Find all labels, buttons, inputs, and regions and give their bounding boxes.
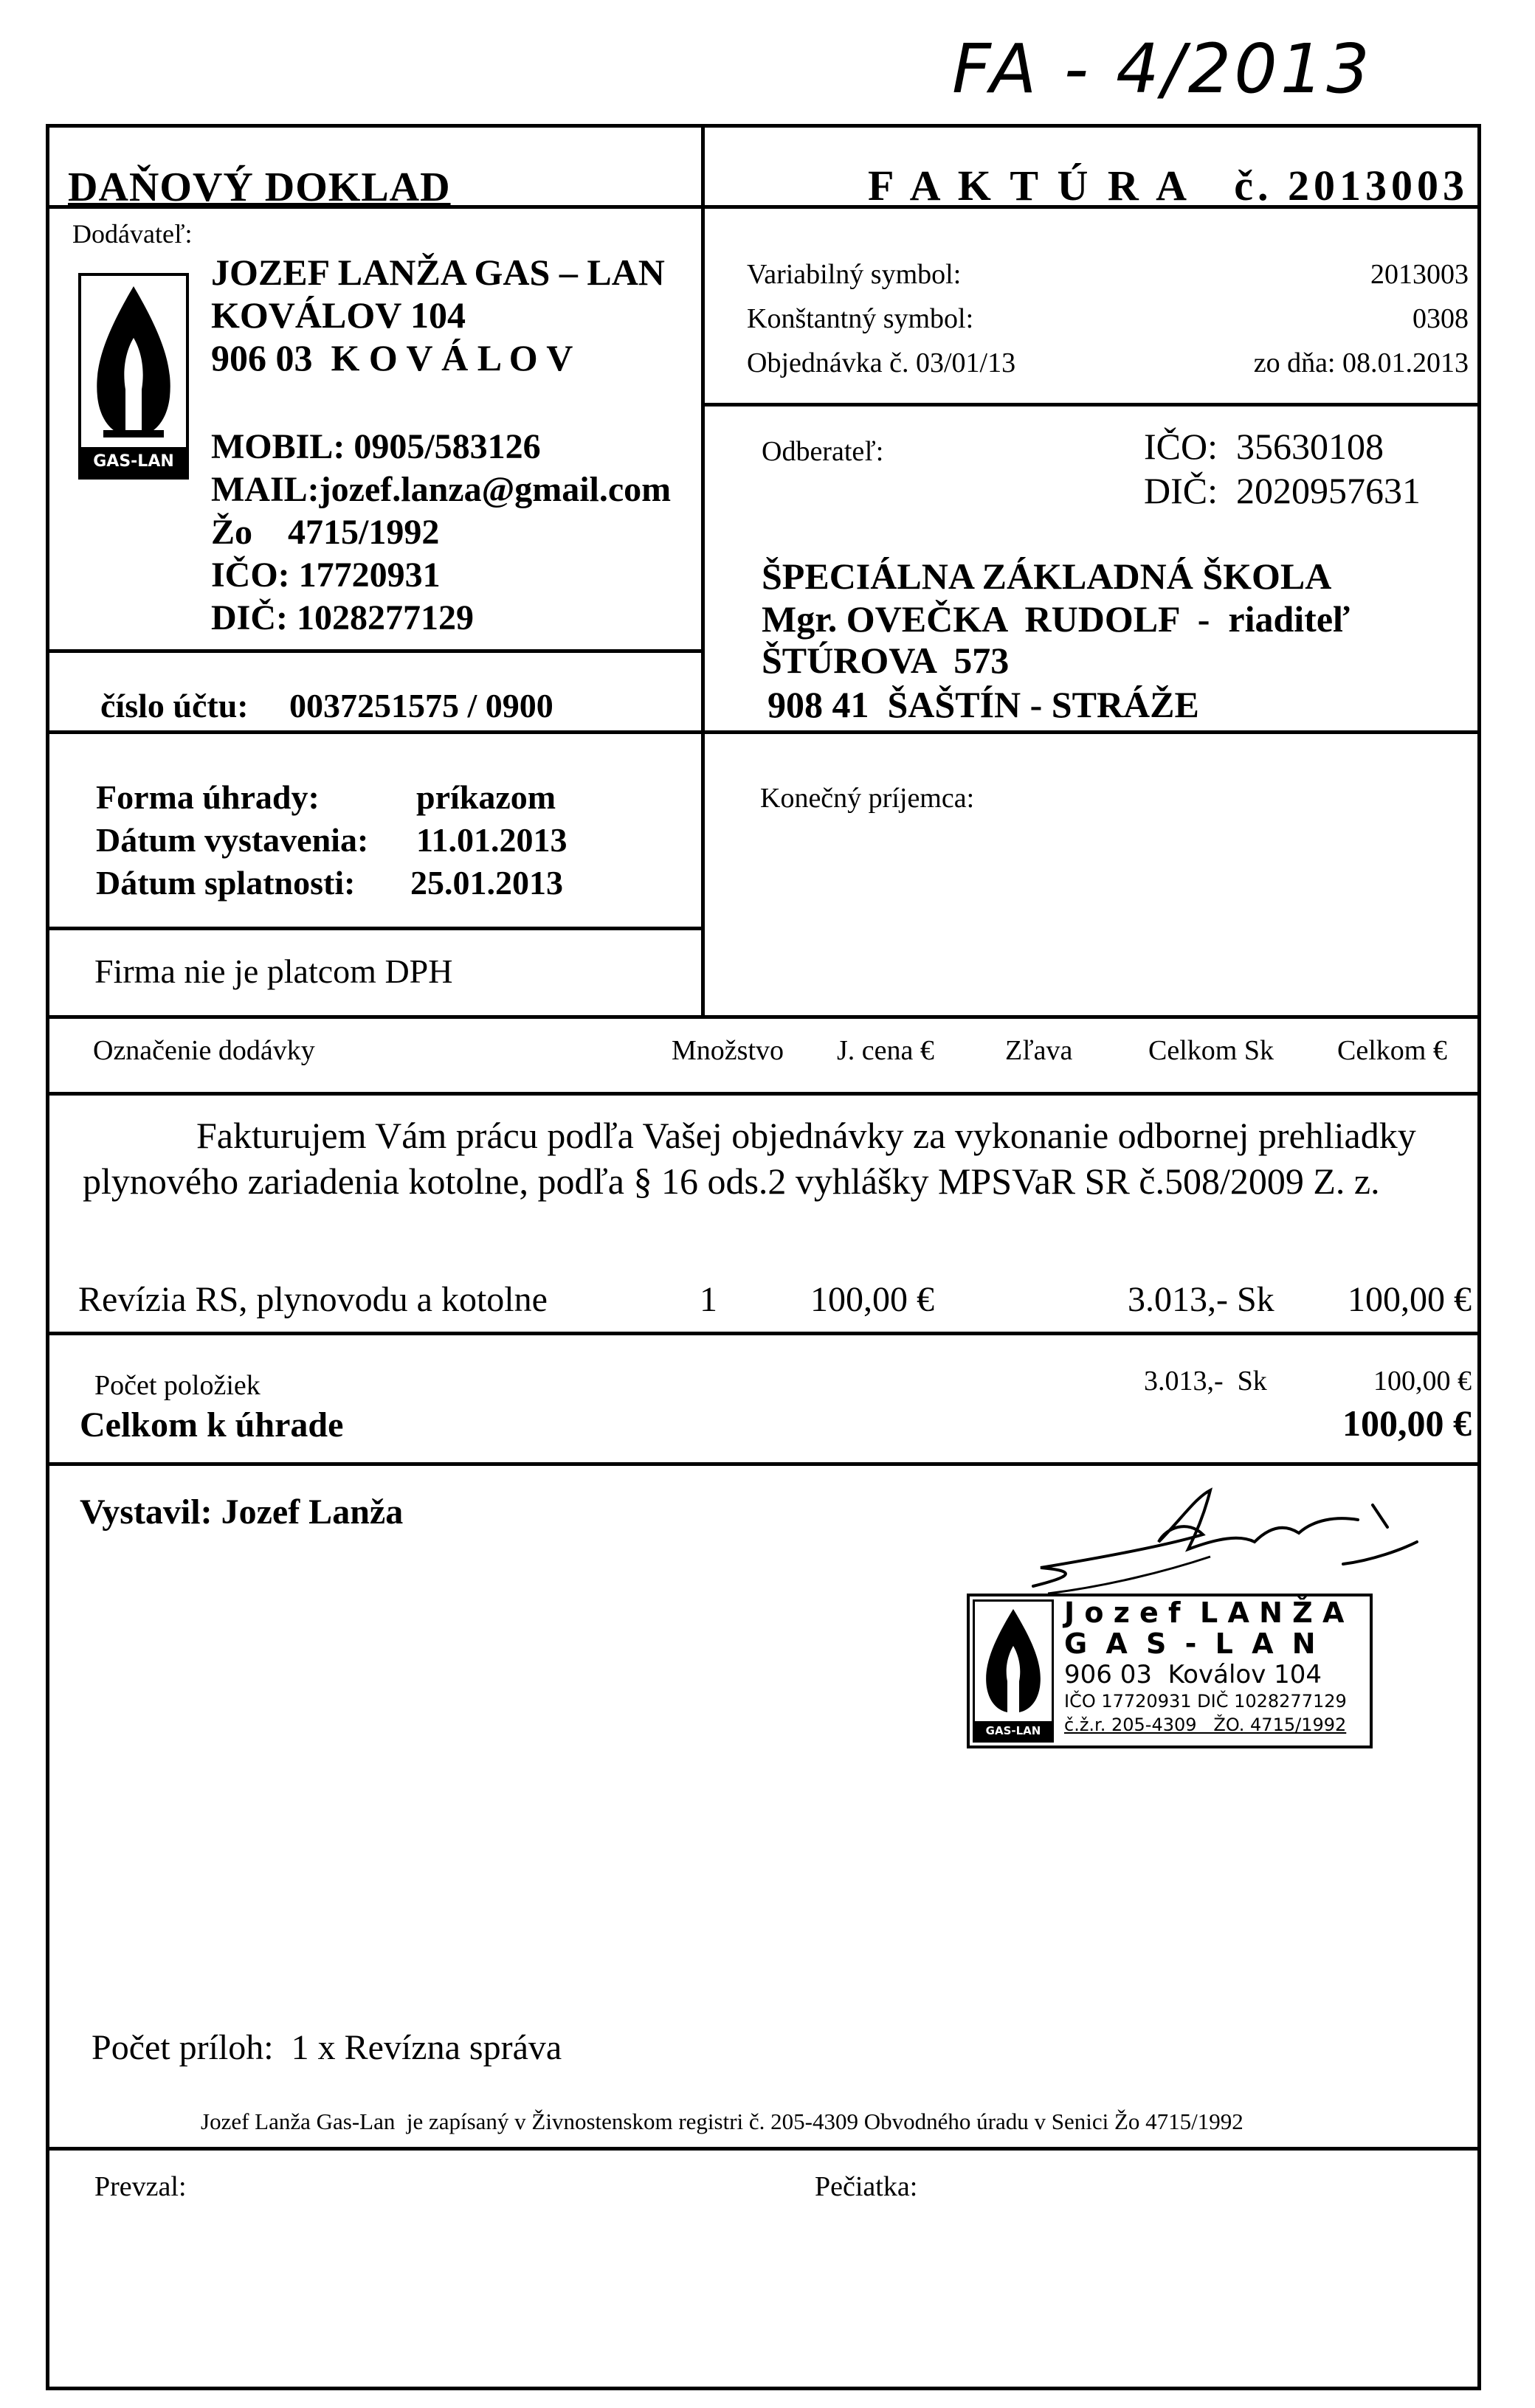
work-description-line1: Fakturujem Vám prácu podľa Vašej objednávky za vykonanie odbornej prehliadky [196, 1115, 1416, 1156]
grand-total-value: 100,00 € [1342, 1402, 1472, 1444]
order-number: Objednávka č. 03/01/13 [747, 347, 1016, 378]
divider [46, 927, 703, 930]
constant-symbol-value: 0308 [1412, 303, 1469, 334]
stamp-line4: IČO 17720931 DIČ 1028277129 [1064, 1691, 1347, 1712]
supplier-logo [78, 273, 189, 480]
final-recipient-label: Konečný príjemca: [760, 783, 975, 814]
col-header-unit-price: J. cena € [837, 1035, 934, 1066]
logo-label: GAS-LAN [81, 447, 186, 477]
supplier-zo: Žo 4715/1992 [211, 513, 440, 552]
customer-label: Odberateľ: [762, 436, 884, 467]
item-name: Revízia RS, plynovodu a kotolne [78, 1280, 548, 1319]
constant-symbol-label: Konštantný symbol: [747, 303, 974, 334]
issue-date-label: Dátum vystavenia: [96, 821, 369, 859]
company-stamp [967, 1594, 1373, 1748]
received-by-label: Prevzal: [94, 2171, 187, 2202]
customer-street: ŠTÚROVA 573 [762, 640, 1010, 681]
col-header-total-eur: Celkom € [1337, 1035, 1447, 1066]
order-date: zo dňa: 08.01.2013 [1253, 347, 1469, 378]
invoice-title: F A K T Ú R A č. 2013003 [868, 162, 1469, 210]
work-description-line2: plynového zariadenia kotolne, podľa § 16 ods.2 vyhlášky MPSVaR SR č.508/2009 Z. z. [83, 1160, 1380, 1202]
stamp-logo [973, 1599, 1054, 1743]
vat-note: Firma nie je platcom DPH [94, 952, 453, 990]
col-header-quantity: Množstvo [672, 1035, 784, 1066]
divider [46, 2147, 1481, 2151]
supplier-mail: MAIL:jozef.lanza@gmail.com [211, 470, 672, 509]
customer-ico: IČO: 35630108 [1144, 426, 1384, 467]
supplier-street: KOVÁLOV 104 [211, 294, 466, 336]
item-unit-price: 100,00 € [810, 1280, 934, 1319]
issued-by: Vystavil: Jozef Lanža [80, 1492, 404, 1532]
item-total-eur: 100,00 € [1348, 1280, 1472, 1319]
divider [46, 1462, 1481, 1466]
supplier-name: JOZEF LANŽA GAS – LAN [211, 252, 665, 293]
variable-symbol-label: Variabilný symbol: [747, 259, 962, 290]
grand-total-label: Celkom k úhrade [80, 1405, 344, 1445]
item-quantity: 1 [700, 1280, 717, 1319]
stamp-line1: J o z e f L A N Ž A [1064, 1596, 1345, 1629]
payment-form-value: príkazom [416, 778, 556, 816]
col-header-description: Označenie dodávky [93, 1035, 315, 1066]
supplier-ico: IČO: 17720931 [211, 556, 441, 595]
col-header-discount: Zľava [1005, 1035, 1073, 1066]
flame-icon [81, 279, 186, 441]
item-count-label: Počet položiek [94, 1370, 261, 1401]
divider-vertical-top [701, 124, 705, 1018]
divider [46, 1015, 1481, 1019]
divider [46, 730, 1481, 734]
customer-city: 908 41 ŠAŠTÍN - STRÁŽE [768, 684, 1199, 725]
issue-date-value: 11.01.2013 [416, 821, 568, 859]
account-label: číslo účtu: [100, 687, 249, 724]
sum-eur: 100,00 € [1373, 1366, 1472, 1397]
stamp-logo-label: GAS-LAN [975, 1721, 1052, 1740]
supplier-city: 906 03 K O V Á L O V [211, 337, 573, 378]
flame-icon [975, 1605, 1052, 1715]
stamp-line5: č.ž.r. 205-4309 ŽO. 4715/1992 [1064, 1715, 1347, 1735]
customer-name: ŠPECIÁLNA ZÁKLADNÁ ŠKOLA [762, 556, 1332, 597]
supplier-mobile: MOBIL: 0905/583126 [211, 427, 541, 466]
stamp-line2: G A S - L A N [1064, 1627, 1320, 1660]
stamp-line3: 906 03 Koválov 104 [1064, 1660, 1322, 1689]
supplier-label: Dodávateľ: [72, 219, 193, 249]
customer-contact: Mgr. OVEČKA RUDOLF - riaditeľ [762, 598, 1351, 640]
payment-form-label: Forma úhrady: [96, 778, 320, 816]
doc-type-title: DAŇOVÝ DOKLAD [68, 165, 451, 210]
variable-symbol-value: 2013003 [1370, 259, 1469, 290]
due-date-value: 25.01.2013 [410, 864, 563, 902]
divider [701, 403, 1481, 406]
attachments-count: Počet príloh: 1 x Revízna správa [92, 2028, 562, 2067]
register-note: Jozef Lanža Gas-Lan je zapísaný v Živnostenskom registri č. 205-4309 Obvodného úradu v Senici Žo 4715/1992 [201, 2108, 1243, 2134]
sum-sk: 3.013,- Sk [1144, 1366, 1267, 1397]
item-total-sk: 3.013,- Sk [1128, 1280, 1274, 1319]
due-date-label: Dátum splatnosti: [96, 864, 356, 902]
stamp-field-label: Pečiatka: [815, 2171, 918, 2202]
supplier-dic: DIČ: 1028277129 [211, 598, 474, 637]
customer-dic: DIČ: 2020957631 [1144, 470, 1421, 511]
account-number: 0037251575 / 0900 [289, 687, 553, 724]
divider [46, 1332, 1481, 1335]
signature [1018, 1475, 1432, 1601]
handwritten-reference: FA - 4/2013 [952, 30, 1373, 108]
col-header-total-sk: Celkom Sk [1148, 1035, 1274, 1066]
divider [46, 649, 703, 653]
divider [46, 1092, 1481, 1096]
